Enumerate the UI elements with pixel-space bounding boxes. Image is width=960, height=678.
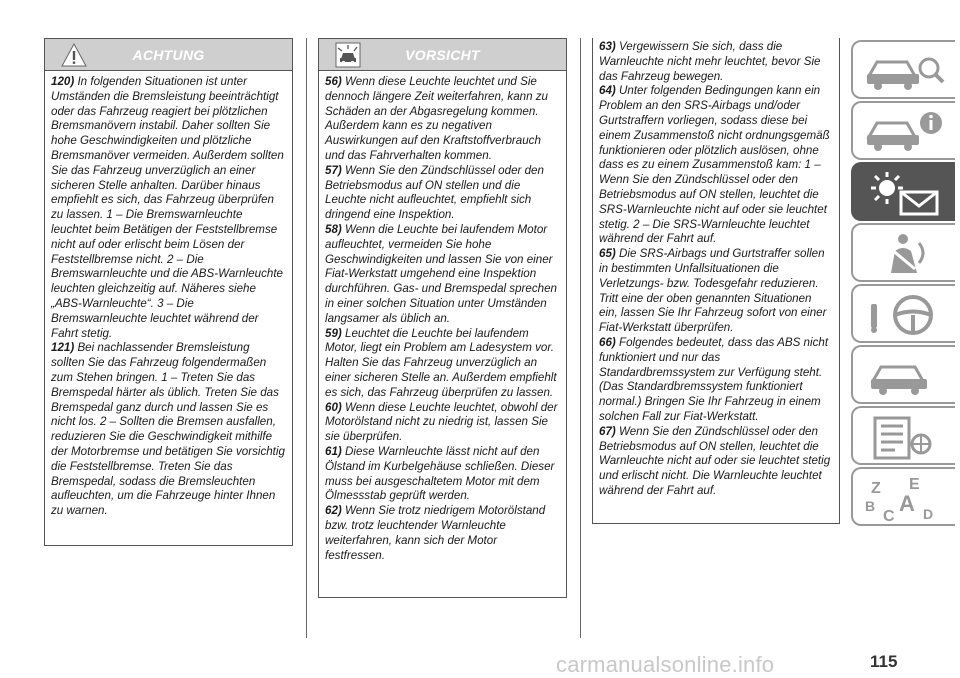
vorsicht-header (319, 39, 566, 71)
paragraph-60: 60) Wenn diese Leuchte leuchtet, obwohl der Motorölstand nicht zu niedrig ist, lassen Sie sie überprüfen. (325, 400, 558, 444)
tab-car-overview[interactable] (851, 40, 955, 99)
continuation-box (592, 38, 840, 524)
vorsicht-title: VORSICHT (405, 47, 480, 63)
vorsicht-box (318, 38, 567, 598)
paragraph-58: 58) Wenn die Leuchte bei laufendem Motor aufleuchtet, vermeiden Sie hohe Geschwindigkeiten und lassen Sie von einer Fiat-Werkstatt umgehend eine Inspektion durchführen. Gas- und Bremspedal sprechen in einer solchen Situation unter Umständen langsamer als üblich an. (325, 222, 558, 325)
column-divider-1 (306, 38, 307, 638)
safety-person-icon (861, 229, 947, 279)
specs-list-icon (861, 412, 947, 462)
tab-driving[interactable] (851, 284, 955, 343)
tab-car-info[interactable] (851, 101, 955, 160)
svg-text:A: A (899, 491, 915, 516)
paragraph-62: 62) Wenn Sie trotz niedrigem Motorölstand bzw. trotz leuchtender Warnleuchte weiterfahren, kann sich der Motor festfressen. (325, 504, 546, 562)
paragraph-56: 56) Wenn diese Leuchte leuchtet und Sie dennoch längere Zeit weiterfahren, kann zu Schäden an der Abgasregelung kommen. Außerdem kann es zu negativen Auswirkungen auf den Kraftstoffverbrauch und das Fahrverhalten kommen. (325, 75, 548, 162)
tab-maintenance[interactable] (851, 406, 955, 465)
paragraph-63: 63) Vergewissern Sie sich, dass die Warnleuchte nicht mehr leuchtet, bevor Sie das Fahrzeug bewegen. (599, 40, 821, 83)
paragraph-59: 59) Leuchtet die Leuchte bei laufendem Motor, liegt ein Problem am Ladesystem vor. Halten Sie das Fahrzeug unverzüglich an einer sicheren Stelle an. Außerdem empfiehlt es sich, das Fahrzeug überprüfen zu lassen. (325, 326, 557, 399)
car-overview-icon (861, 46, 947, 96)
warning-light-icon (861, 168, 947, 218)
paragraph-66: 66) Folgendes bedeutet, dass das ABS nicht funktioniert und nur das Standardbremssystem zur Verfügung steht. (Das Standardbremssystem funktioniert normal.) Bringen Sie Ihr Fahrzeug in einem solchen Fall zur Fiat-Werkstatt. (599, 335, 829, 423)
tab-warning-lights[interactable] (851, 162, 955, 221)
paragraph-121: 121) Bei nachlassender Bremsleistung sollten Sie das Fahrzeug folgendermaßen zum Stehen bringen. 1 – Treten Sie das Bremspedal härter als üblich. Treten Sie das Bremspedal ganz durch und lassen Sie es nicht los. 2 – Sollten die Bremsen ausfallen, reduzieren Sie die Geschwindigkeit mithilfe der Motorbremse und betätigen Sie vorsichtig die Feststellbremse. Treten Sie das Bremspedal, sodass die Bremsleuchten aufleuchten, um die Fahrzeuge hinter Ihnen zu warnen. (51, 341, 285, 518)
paragraph-67: 67) Wenn Sie den Zündschlüssel oder den Betriebsmodus auf ON stellen, leuchtet die Warnleuchte nicht auf oder sie leuchtet stetig und erlischt nicht. Die Warnleuchte leuchtet während der Fahrt auf. (599, 424, 831, 497)
chapter-sidebar (851, 40, 957, 528)
svg-text:Z: Z (871, 480, 881, 497)
svg-text:D: D (923, 506, 934, 522)
achtung-header (45, 39, 292, 71)
column-divider-2 (580, 38, 581, 638)
paragraph-65: 65) Die SRS-Airbags und Gurtstraffer sollen in bestimmten Unfallsituationen die Verletzungs- bzw. Todesgefahr reduzieren. Tritt eine der oben genannten Situationen ein, lassen Sie Ihr Fahrzeug sofort von einer Fiat-Werkstatt überprüfen. (599, 247, 827, 335)
svg-text:E: E (909, 476, 920, 493)
vorsicht-body (319, 71, 566, 563)
car-tools-icon (861, 351, 947, 401)
car-info-icon (861, 107, 947, 157)
paragraph-64: 64) Unter folgenden Bedingungen kann ein Problem an den SRS-Airbags und/oder Gurtstraffern vorliegen, sodass diese bei einem Zusammenstoß nicht ordnungsgemäß funktionieren oder plötzlich auslösen, ohne dass es zu einem Zusammenstoß kam: 1 – Wenn Sie den Zündschlüssel oder den Betriebsmodus auf ON stellen, leuchtet die SRS-Warnleuchte nicht auf oder sie leuchtet stetig. 2 – Die SRS-Warnleuchte leuchtet während der Fahrt auf. (599, 84, 830, 246)
achtung-body (45, 71, 292, 519)
tab-emergency[interactable] (851, 345, 955, 404)
paragraph-61: 61) Diese Warnleuchte lässt nicht auf den Ölstand im Kurbelgehäuse schließen. Dieser muss bei ausgeschaltetem Motor mit dem Ölmessstab geprüft werden. (325, 444, 555, 503)
tab-index[interactable] (851, 467, 955, 526)
paragraph-57: 57) Wenn Sie den Zündschlüssel oder den Betriebsmodus auf ON stellen und die Leuchte nicht aufleuchtet, empfiehlt sich dringend eine Inspektion. (325, 163, 544, 222)
continuation-body (593, 38, 839, 499)
svg-text:B: B (865, 498, 876, 514)
tab-safety[interactable] (851, 223, 955, 282)
svg-text:C: C (883, 508, 895, 523)
alphabet-index-icon (861, 473, 947, 523)
achtung-box (44, 38, 293, 546)
page-number: 115 (870, 652, 898, 671)
achtung-title: ACHTUNG (132, 47, 205, 63)
paragraph-120: 120) In folgenden Situationen ist unter Umständen die Bremsleistung beeinträchtigt oder das Fahrzeug reagiert bei plötzlichen Bremsmanövern instabil. Daher sollten Sie hohe Geschwindigkeiten und plötzliche Bremsmanöver vermeiden. Außerdem sollten Sie das Fahrzeug unverzüglich an einer sicheren Stelle anhalten. Darüber hinaus empfiehlt es sich, das Fahrzeug überprüfen zu lassen. 1 – Die Bremswarnleuchte leuchtet beim Betätigen der Feststellbremse nicht auf oder erlischt beim Lösen der Feststellbremse nicht. 2 – Die Bremswarnleuchte und die ABS-Warnleuchte leuchten gleichzeitig auf. Näheres siehe „ABS-Warnleuchte“. 3 – Die Bremswarnleuchte leuchtet während der Fahrt stetig. (51, 75, 284, 340)
steering-wheel-icon (861, 290, 947, 340)
watermark: carmanualsonline.info (556, 652, 775, 677)
